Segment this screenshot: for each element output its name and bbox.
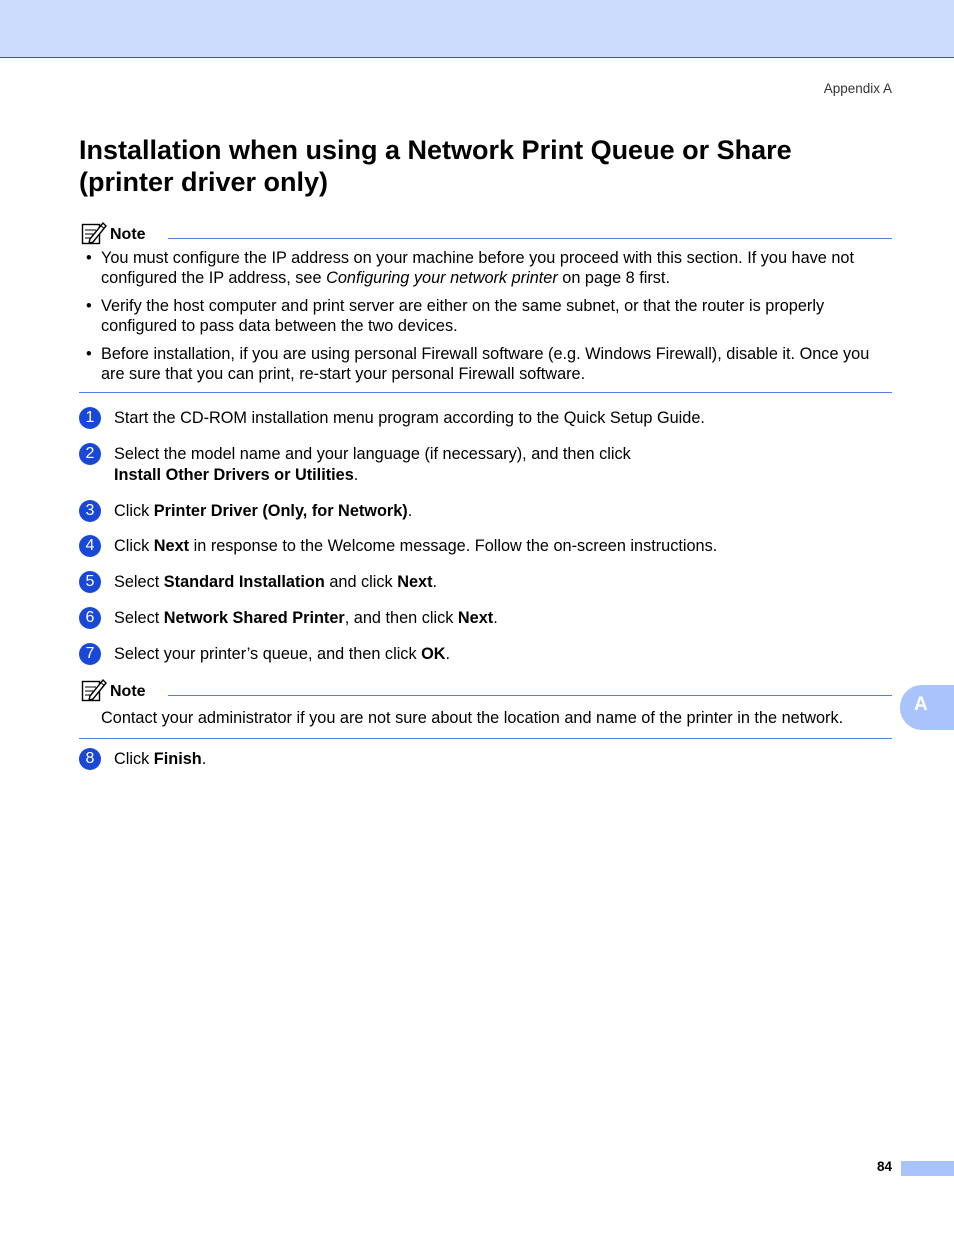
note-bottom-rule (79, 392, 892, 393)
text-span: . (407, 502, 413, 520)
step-text (114, 643, 892, 665)
bullet-glyph: • (86, 345, 92, 363)
text-span: . (353, 466, 359, 484)
step-number-badge: 8 (79, 748, 101, 770)
step-number-badge: 2 (79, 443, 101, 465)
step-text (114, 443, 892, 486)
text-span: Before installation, if you are using personal Firewall software (e.g. Windows Firewall), disable it. Once you are sure that you can print, re-start your personal Firewall software. (101, 345, 870, 383)
step-text (114, 748, 892, 770)
note-box-prerequisites (79, 221, 892, 393)
text-span: and click (324, 573, 398, 591)
bold-text: Install Other Drivers or Utilities (114, 466, 354, 484)
step-text (114, 571, 892, 593)
text-span: Select your printer’s queue, and then click (114, 645, 422, 663)
page-number-bar (901, 1161, 954, 1176)
step-item (79, 535, 892, 557)
step-number-badge: 4 (79, 535, 101, 557)
text-span: . (201, 750, 207, 768)
step-number-badge: 3 (79, 500, 101, 522)
note-bullet-item (79, 296, 892, 336)
note-bullet-item (79, 248, 892, 288)
step-text (114, 500, 892, 522)
note-label: Note (110, 226, 146, 243)
bullet-glyph: • (86, 297, 92, 315)
bold-text: Standard Installation (163, 573, 325, 591)
note-text: Contact your administrator if you are not sure about the location and name of the printer in the network. (101, 709, 844, 727)
bold-text: Finish (153, 750, 202, 768)
note-label: Note (110, 683, 146, 700)
step-item (79, 643, 892, 665)
step-number-badge: 1 (79, 407, 101, 429)
step-item (79, 607, 892, 629)
appendix-side-tab (900, 685, 954, 730)
step-item (79, 500, 892, 522)
text-span: in response to the Welcome message. Follow the on-screen instructions. (189, 537, 718, 555)
text-span: Click (114, 502, 154, 520)
text-span: Select the model name and your language (if necessary), and then click (114, 445, 631, 463)
note-bullet-list (79, 248, 892, 384)
step-text (114, 535, 892, 557)
bullet-glyph: • (86, 249, 92, 267)
text-span: Select (114, 573, 164, 591)
note-top-rule (168, 238, 892, 239)
step-item (79, 443, 892, 486)
text-span: . (493, 609, 498, 627)
text-span: You must configure the IP address on your machine before you proceed with this section. If you have not configured the IP address, see (101, 249, 855, 287)
step-item (79, 748, 892, 770)
bold-text: Next (457, 609, 494, 627)
text-span: Verify the host computer and print server are either on the same subnet, or that the router is properly configured to pass data between the two devices. (101, 297, 825, 335)
note-header (79, 678, 892, 704)
note-box-contact-admin (79, 678, 892, 739)
text-span: , and then click (344, 609, 458, 627)
top-header-band (0, 0, 954, 58)
bold-text: Network Shared Printer (163, 609, 345, 627)
note-bottom-rule (79, 738, 892, 739)
step-item (79, 407, 892, 429)
step-number-badge: 6 (79, 607, 101, 629)
note-bullet-item (79, 344, 892, 384)
step-item (79, 571, 892, 593)
text-span: on page 8 first. (557, 269, 670, 287)
italic-reference: Configuring your network printer (326, 269, 558, 287)
bold-text: Printer Driver (Only, for Network) (153, 502, 408, 520)
note-pencil-icon (81, 678, 107, 702)
page-number: 84 (876, 1159, 892, 1174)
step-number-badge: 5 (79, 571, 101, 593)
bold-text: Next (153, 537, 190, 555)
bold-text: Next (397, 573, 433, 591)
running-header: Appendix A (823, 81, 892, 96)
note-top-rule (168, 695, 892, 696)
text-span: . (432, 573, 438, 591)
text-span: Select (114, 609, 164, 627)
step-text (114, 607, 892, 629)
text-span: Start the CD-ROM installation menu program according to the Quick Setup Guide. (114, 409, 705, 427)
page-title: Installation when using a Network Print Queue or Share (printer driver only) (79, 135, 792, 197)
text-span: . (445, 645, 451, 663)
note-header (79, 221, 892, 247)
note-pencil-icon (81, 221, 107, 245)
step-text (114, 407, 892, 429)
side-tab-letter: A (914, 694, 928, 715)
text-span: Click (114, 750, 154, 768)
step-number-badge: 7 (79, 643, 101, 665)
bold-text: OK (421, 645, 446, 663)
text-span: Click (114, 537, 154, 555)
